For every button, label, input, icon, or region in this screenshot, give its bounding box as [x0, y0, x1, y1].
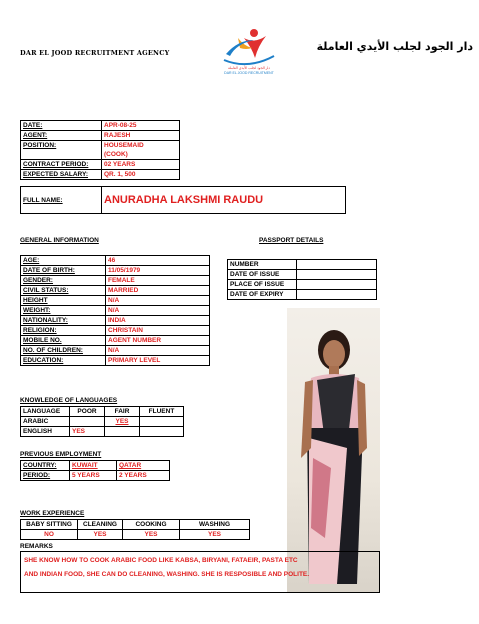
table-row — [21, 121, 180, 131]
general-label: CIVIL STATUS: — [21, 286, 106, 296]
table-row — [21, 417, 184, 427]
lang-english-label: ENGLISH — [21, 427, 70, 437]
exp-washing: YES — [180, 530, 250, 540]
fullname-label: FULL NAME: — [21, 187, 102, 214]
general-value: PRIMARY LEVEL — [106, 356, 210, 366]
table-row — [21, 266, 210, 276]
general-value: AGENT NUMBER — [106, 336, 210, 346]
table-row — [21, 187, 346, 214]
contract-value: 02 YEARS — [102, 160, 180, 170]
table-row — [21, 316, 210, 326]
lang-header-poor: POOR — [70, 407, 105, 417]
exp-header-babysitting: BABY SITTING — [21, 520, 78, 530]
table-row — [228, 260, 377, 270]
table-row — [21, 336, 210, 346]
agency-logo — [218, 24, 280, 80]
lang-header-language: LANGUAGE — [21, 407, 70, 417]
remarks-title: REMARKS — [20, 543, 53, 550]
lang-english-fluent — [140, 427, 184, 437]
agent-label: AGENT: — [21, 131, 102, 141]
general-label: EDUCATION: — [21, 356, 106, 366]
table-row — [21, 131, 180, 141]
passport-value — [297, 270, 377, 280]
general-label: NATIONALITY: — [21, 316, 106, 326]
lang-header-fair: FAIR — [105, 407, 140, 417]
exp-header-cooking: COOKING — [123, 520, 180, 530]
passport-title: PASSPORT DETAILS — [259, 237, 324, 244]
general-info-table — [20, 255, 210, 366]
general-info-title: GENERAL INFORMATION — [20, 237, 99, 244]
passport-value — [297, 260, 377, 270]
table-row — [21, 276, 210, 286]
general-value: N/A — [106, 306, 210, 316]
exp-cleaning: YES — [78, 530, 123, 540]
lang-header-fluent: FLUENT — [140, 407, 184, 417]
general-label: AGE: — [21, 256, 106, 266]
general-value: INDIA — [106, 316, 210, 326]
table-row — [21, 141, 180, 160]
position-value-line1: HOUSEMAID — [104, 142, 144, 149]
passport-label: NUMBER — [228, 260, 297, 270]
table-row — [21, 326, 210, 336]
table-row — [21, 170, 180, 180]
table-row — [21, 530, 250, 540]
fullname-value: ANURADHA LAKSHMI RAUDU — [102, 187, 346, 214]
general-label: GENDER: — [21, 276, 106, 286]
salary-value: QR. 1, 500 — [102, 170, 180, 180]
passport-table — [227, 259, 377, 300]
passport-label: PLACE OF ISSUE — [228, 280, 297, 290]
table-row — [21, 286, 210, 296]
remarks-line-1: SHE KNOW HOW TO COOK ARABIC FOOD LIKE KABSA, BIRYANI, FATAEIR, PASTA ETC — [24, 557, 298, 564]
lang-arabic-fluent — [140, 417, 184, 427]
passport-value — [297, 280, 377, 290]
general-label: DATE OF BIRTH: — [21, 266, 106, 276]
general-label: MOBILE NO. — [21, 336, 106, 346]
passport-value — [297, 290, 377, 300]
table-row — [21, 356, 210, 366]
position-value — [102, 141, 180, 160]
date-value: APR-08-25 — [102, 121, 180, 131]
period-label: PERIOD: — [21, 471, 70, 481]
lang-arabic-poor — [70, 417, 105, 427]
position-value-line2: (COOK) — [104, 151, 128, 158]
passport-label: DATE OF ISSUE — [228, 270, 297, 280]
table-row — [228, 270, 377, 280]
agency-name-ar: دار الجود لجلب الأيدي العاملة — [316, 40, 473, 53]
lang-arabic-fair: YES — [105, 417, 140, 427]
country-1: KUWAIT — [70, 461, 117, 471]
logo-caption-ar: دار الجود لجلب الأيدي العاملة — [228, 66, 270, 70]
remarks-line-2: AND INDIAN FOOD, SHE CAN DO CLEANING, WASHING. SHE IS RESPOSIBLE AND POLITE. — [24, 571, 310, 578]
languages-title: KNOWLEDGE OF LANGUAGES — [20, 397, 118, 404]
exp-cooking: YES — [123, 530, 180, 540]
lang-english-fair — [105, 427, 140, 437]
general-label: HEIGHT — [21, 296, 106, 306]
table-row — [228, 280, 377, 290]
fullname-table — [20, 186, 346, 214]
experience-title: WORK EXPERIENCE — [20, 510, 85, 517]
table-row — [21, 296, 210, 306]
table-row — [228, 290, 377, 300]
general-label: RELIGION: — [21, 326, 106, 336]
exp-babysitting: NO — [21, 530, 78, 540]
agent-value: RAJESH — [102, 131, 180, 141]
table-row — [21, 461, 170, 471]
general-value: 46 — [106, 256, 210, 266]
employment-table — [20, 460, 170, 481]
languages-table — [20, 406, 184, 437]
table-row — [21, 520, 250, 530]
table-row — [21, 160, 180, 170]
period-2: 2 YEARS — [117, 471, 170, 481]
country-label: COUNTRY: — [21, 461, 70, 471]
lang-arabic-label: ARABIC — [21, 417, 70, 427]
lang-english-poor: YES — [70, 427, 105, 437]
position-label: POSITION: — [21, 141, 102, 160]
general-label: NO. OF CHILDREN: — [21, 346, 106, 356]
remarks-box — [20, 551, 380, 593]
passport-label: DATE OF EXPIRY — [228, 290, 297, 300]
general-value: CHRISTAIN — [106, 326, 210, 336]
agency-name-en: DAR EL JOOD RECRUITMENT AGENCY — [20, 49, 170, 57]
table-row — [21, 407, 184, 417]
general-label: WEIGHT: — [21, 306, 106, 316]
top-info-table — [20, 120, 180, 180]
exp-header-cleaning: CLEANING — [78, 520, 123, 530]
date-label: DATE: — [21, 121, 102, 131]
table-row — [21, 471, 170, 481]
contract-label: CONTRACT PERIOD: — [21, 160, 102, 170]
experience-table — [20, 519, 250, 540]
table-row — [21, 346, 210, 356]
exp-header-washing: WASHING — [180, 520, 250, 530]
employment-title: PREVIOUS EMPLOYMENT — [20, 451, 102, 458]
general-value: MARRIED — [106, 286, 210, 296]
country-2: QATAR — [117, 461, 170, 471]
logo-caption-en: DAR EL JOOD RECRUITMENT — [224, 71, 274, 75]
general-value: N/A — [106, 296, 210, 306]
table-row — [21, 306, 210, 316]
table-row — [21, 427, 184, 437]
general-value: 11/05/1979 — [106, 266, 210, 276]
general-value: N/A — [106, 346, 210, 356]
period-1: 5 YEARS — [70, 471, 117, 481]
general-value: FEMALE — [106, 276, 210, 286]
table-row — [21, 256, 210, 266]
salary-label: EXPECTED SALARY: — [21, 170, 102, 180]
